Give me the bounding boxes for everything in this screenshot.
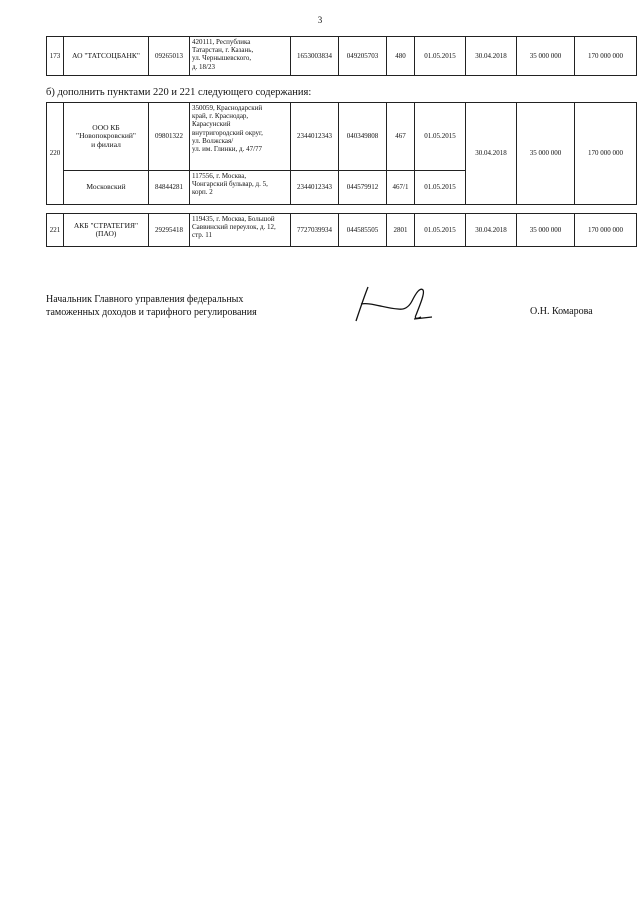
- bank-code: 29295418: [149, 214, 190, 247]
- amount-1: 35 000 000: [517, 214, 575, 247]
- row-number: 173: [47, 37, 64, 76]
- date-from: 01.05.2015: [415, 214, 466, 247]
- name-line: "Новопокровский": [76, 131, 136, 141]
- bik: 040349808: [339, 103, 387, 171]
- bank-code: 09801322: [149, 103, 190, 171]
- signatory-title: [46, 293, 257, 319]
- date-to: 30.04.2018: [466, 37, 517, 76]
- page-number: 3: [317, 15, 323, 25]
- name-line: (ПАО): [95, 229, 117, 238]
- bik: 049205703: [339, 37, 387, 76]
- address-line: д. 18/23: [192, 62, 216, 71]
- signatory-title-line: Начальник Главного управления федеральных: [46, 294, 244, 305]
- table-row-173: [46, 36, 637, 76]
- reg-number: 467: [387, 103, 415, 171]
- address-line: край, г. Краснодар,: [192, 112, 249, 121]
- bank-address: [190, 214, 291, 247]
- address-line: стр. 11: [192, 231, 212, 240]
- inn: 1653003834: [291, 37, 339, 76]
- inn: 7727039934: [291, 214, 339, 247]
- address-line: Татарстан, г. Казань,: [192, 46, 254, 55]
- address-line: 117556, г. Москва,: [192, 172, 247, 180]
- row-number: 220: [47, 103, 64, 205]
- reg-number: 2801: [387, 214, 415, 247]
- address-line: 119435, г. Москва, Большой: [192, 215, 275, 223]
- date-from: 01.05.2015: [415, 37, 466, 76]
- branch-date-from: 01.05.2015: [415, 171, 466, 205]
- address-line: Чонгарский бульвар, д. 5,: [192, 180, 268, 189]
- address-line: ул. Чернышевского,: [192, 54, 252, 63]
- branch-name: Московский: [64, 171, 149, 205]
- name-line: АКБ "СТРАТЕГИЯ": [73, 220, 139, 230]
- date-from: 01.05.2015: [415, 103, 466, 171]
- row-number: 221: [47, 214, 64, 247]
- handwritten-signature: [346, 283, 436, 325]
- address-line: 350059, Краснодарский: [192, 104, 263, 112]
- branch-inn: 2344012343: [291, 171, 339, 205]
- address-line: ул. Волжская/: [192, 136, 234, 145]
- amount-1: 35 000 000: [517, 37, 575, 76]
- bank-name: [64, 214, 149, 247]
- table-row-221: [46, 213, 637, 247]
- name-line: и филиал: [91, 139, 121, 149]
- date-to: 30.04.2018: [466, 214, 517, 247]
- bank-address: [190, 103, 291, 171]
- signatory-name: О.Н. Комарова: [530, 306, 593, 317]
- address-line: корп. 2: [192, 188, 213, 197]
- branch-address: [190, 171, 291, 205]
- address-line: ул. им. Глинки, д. 47/77: [192, 145, 263, 154]
- amount-2: 170 000 000: [575, 37, 637, 76]
- address-line: 420111, Республика: [192, 38, 251, 46]
- address-line: внутригородский округ,: [192, 128, 263, 137]
- address-line: Карасунский: [192, 120, 231, 129]
- table-row-220: [46, 102, 637, 205]
- date-to: 30.04.2018: [466, 103, 517, 205]
- intro-text: б) дополнить пунктами 220 и 221 следующего содержания:: [46, 87, 312, 98]
- bik: 044585505: [339, 214, 387, 247]
- bank-name: АО "ТАТСОЦБАНК": [64, 37, 149, 76]
- branch-reg-number: 467/1: [387, 171, 415, 205]
- bank-name: [64, 103, 149, 171]
- amount-2: 170 000 000: [575, 214, 637, 247]
- branch-code: 84844281: [149, 171, 190, 205]
- bank-address: [190, 37, 291, 76]
- bank-code: 09265013: [149, 37, 190, 76]
- signatory-title-line: таможенных доходов и тарифного регулирования: [46, 307, 257, 318]
- branch-bik: 044579912: [339, 171, 387, 205]
- amount-2: 170 000 000: [575, 103, 637, 205]
- address-line: Саввинский переулок, д. 12,: [192, 223, 276, 232]
- inn: 2344012343: [291, 103, 339, 171]
- reg-number: 480: [387, 37, 415, 76]
- name-line: ООО КБ: [92, 123, 120, 133]
- amount-1: 35 000 000: [517, 103, 575, 205]
